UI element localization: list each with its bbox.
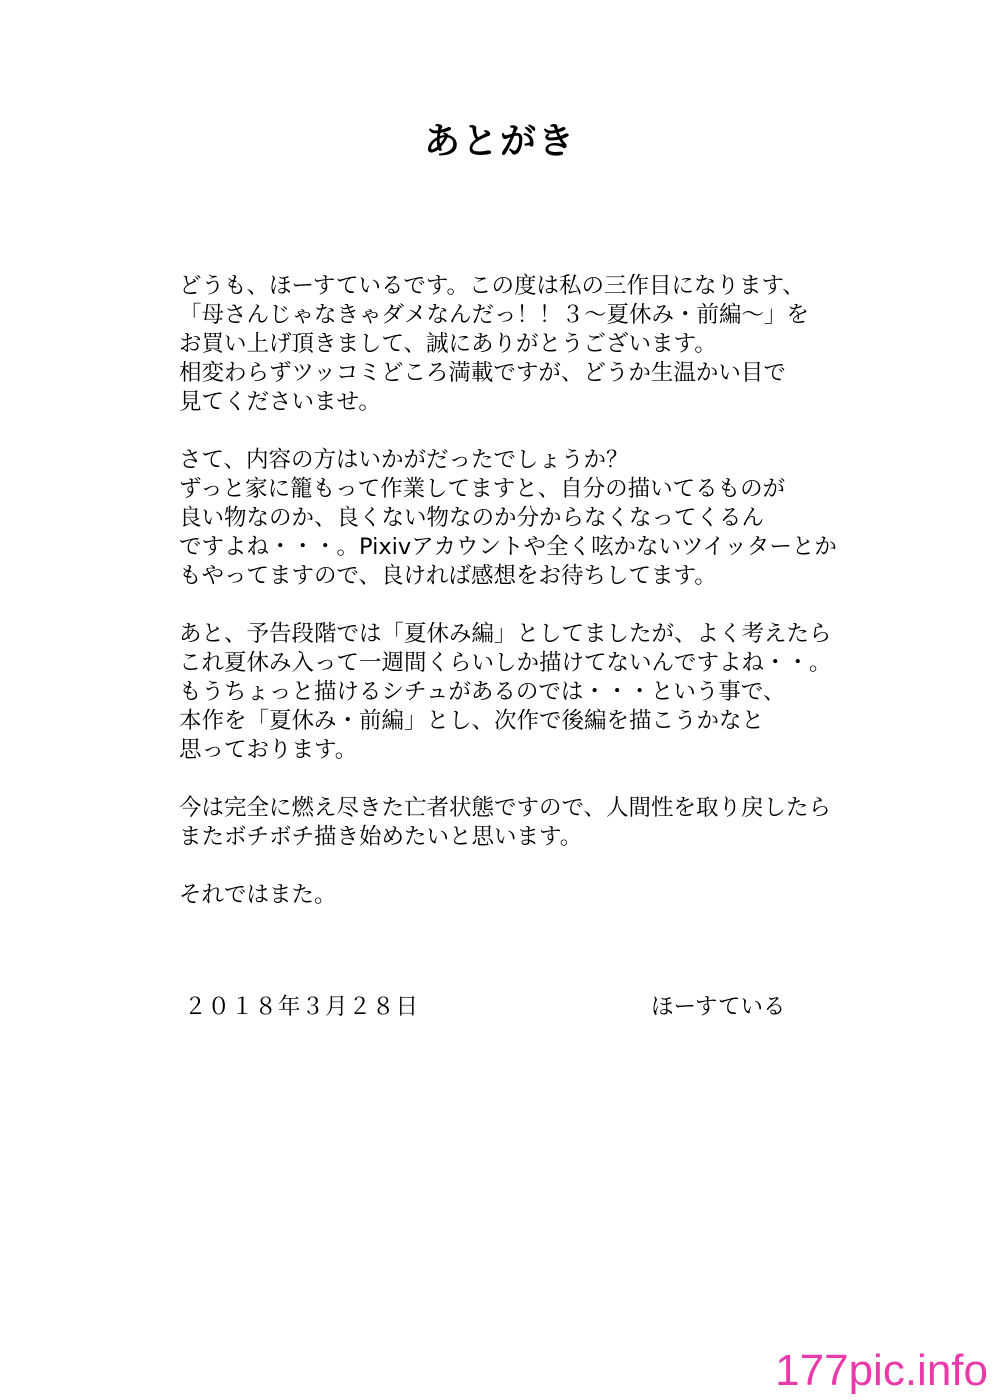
paragraph-1: [179, 272, 939, 417]
text-line: 思っております。: [179, 737, 358, 763]
text-line: お買い上げ頂きまして、誠にありがとうございます。: [179, 331, 717, 357]
afterword-body: [179, 272, 939, 939]
text-line: ですよね・・・。Pixivアカウントや全く呟かないツイッターとか: [179, 534, 837, 560]
text-line: これ夏休み入って一週間くらいしか描けてないんですよね・・。: [179, 650, 832, 676]
text-line: 本作を「夏休み・前編」とし、次作で後編を描こうかなと: [179, 708, 765, 734]
text-line: 相変わらずツッコミどころ満載ですが、どうか生温かい目で: [179, 360, 786, 386]
text-line: 「母さんじゃなきゃダメなんだっ！！３～夏休み・前編～」を: [179, 302, 810, 328]
footer-date: ２０１８年３月２８日: [184, 994, 420, 1020]
text-line: ずっと家に籠もって作業してますと、自分の描いてるものが: [179, 476, 786, 502]
paragraph-2: [179, 446, 939, 591]
text-line: もやってますので、良ければ感想をお待ちしてます。: [179, 563, 717, 589]
text-line: 今は完全に燃え尽きた亡者状態ですので、人間性を取り戻したら: [179, 795, 832, 821]
text-line: どうも、ほーすているです。この度は私の三作目になります、: [179, 273, 805, 299]
paragraph-3: [179, 620, 939, 765]
text-line: 良い物なのか、良くない物なのか分からなくなってくるん: [179, 505, 765, 531]
text-line: さて、内容の方はいかがだったでしょうか？: [179, 447, 629, 473]
text-line: それではまた。: [179, 882, 337, 908]
text-line: 見てくださいませ。: [179, 389, 381, 415]
text-line: あと、予告段階では「夏休み編」としてましたが、よく考えたら: [179, 621, 832, 647]
paragraph-5: [179, 881, 939, 910]
paragraph-4: [179, 794, 939, 852]
page-title: あとがき: [423, 121, 576, 162]
footer-author: ほーすている: [651, 994, 786, 1020]
watermark: 177pic.info: [775, 1346, 988, 1395]
text-line: またボチボチ描き始めたいと思います。: [179, 824, 583, 850]
text-line: もうちょっと描けるシチュがあるのでは・・・という事で、: [179, 679, 786, 705]
